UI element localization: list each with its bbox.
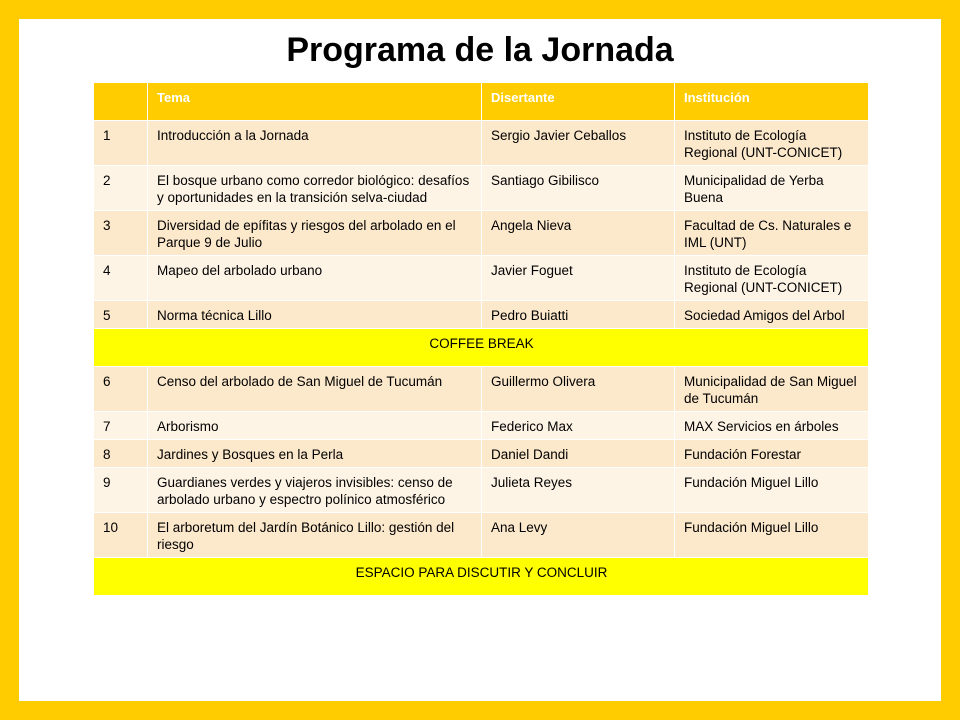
header-topic: Tema	[148, 83, 482, 121]
row-institution: Fundación Forestar	[675, 440, 869, 468]
row-speaker: Guillermo Olivera	[482, 367, 675, 412]
table-row	[94, 301, 869, 329]
row-number: 9	[94, 468, 148, 513]
row-institution: Instituto de Ecología Regional (UNT-CONICET)	[675, 121, 869, 166]
table-body	[94, 121, 869, 596]
row-institution: Fundación Miguel Lillo	[675, 468, 869, 513]
row-speaker: Pedro Buiatti	[482, 301, 675, 329]
row-topic: El arboretum del Jardín Botánico Lillo: gestión del riesgo	[148, 513, 482, 558]
row-institution: Instituto de Ecología Regional (UNT-CONICET)	[675, 256, 869, 301]
header-institution: Institución	[675, 83, 869, 121]
row-institution: Fundación Miguel Lillo	[675, 513, 869, 558]
program-table	[93, 82, 869, 596]
row-speaker: Federico Max	[482, 412, 675, 440]
row-topic: Jardines y Bosques en la Perla	[148, 440, 482, 468]
row-number: 5	[94, 301, 148, 329]
table-row	[94, 121, 869, 166]
row-topic: Arborismo	[148, 412, 482, 440]
header-number	[94, 83, 148, 121]
row-topic: El bosque urbano como corredor biológico: desafíos y oportunidades en la transición selva-ciudad	[148, 166, 482, 211]
table-row	[94, 211, 869, 256]
row-institution: Sociedad Amigos del Arbol	[675, 301, 869, 329]
table-row	[94, 440, 869, 468]
row-number: 1	[94, 121, 148, 166]
row-topic: Norma técnica Lillo	[148, 301, 482, 329]
table-row	[94, 256, 869, 301]
table-header-row	[94, 83, 869, 121]
header-speaker: Disertante	[482, 83, 675, 121]
row-number: 3	[94, 211, 148, 256]
row-number: 4	[94, 256, 148, 301]
row-speaker: Julieta Reyes	[482, 468, 675, 513]
row-number: 6	[94, 367, 148, 412]
table-row	[94, 166, 869, 211]
row-speaker: Ana Levy	[482, 513, 675, 558]
row-speaker: Sergio Javier Ceballos	[482, 121, 675, 166]
table-row	[94, 468, 869, 513]
row-number: 2	[94, 166, 148, 211]
row-topic: Censo del arbolado de San Miguel de Tucumán	[148, 367, 482, 412]
row-topic: Introducción a la Jornada	[148, 121, 482, 166]
row-institution: Facultad de Cs. Naturales e IML (UNT)	[675, 211, 869, 256]
row-number: 10	[94, 513, 148, 558]
page-title: Programa de la Jornada	[286, 31, 674, 69]
row-institution: MAX Servicios en árboles	[675, 412, 869, 440]
break-row	[94, 329, 869, 367]
row-speaker: Angela Nieva	[482, 211, 675, 256]
break-label: COFFEE BREAK	[94, 329, 869, 367]
row-speaker: Santiago Gibilisco	[482, 166, 675, 211]
row-speaker: Daniel Dandi	[482, 440, 675, 468]
table-row	[94, 412, 869, 440]
row-institution: Municipalidad de Yerba Buena	[675, 166, 869, 211]
break-label: ESPACIO PARA DISCUTIR Y CONCLUIR	[94, 558, 869, 596]
row-institution: Municipalidad de San Miguel de Tucumán	[675, 367, 869, 412]
row-number: 8	[94, 440, 148, 468]
table-row	[94, 513, 869, 558]
row-topic: Guardianes verdes y viajeros invisibles: censo de arbolado urbano y espectro polínico atmosférico	[148, 468, 482, 513]
row-topic: Diversidad de epífitas y riesgos del arbolado en el Parque 9 de Julio	[148, 211, 482, 256]
row-topic: Mapeo del arbolado urbano	[148, 256, 482, 301]
table-row	[94, 367, 869, 412]
break-row	[94, 558, 869, 596]
row-number: 7	[94, 412, 148, 440]
row-speaker: Javier Foguet	[482, 256, 675, 301]
